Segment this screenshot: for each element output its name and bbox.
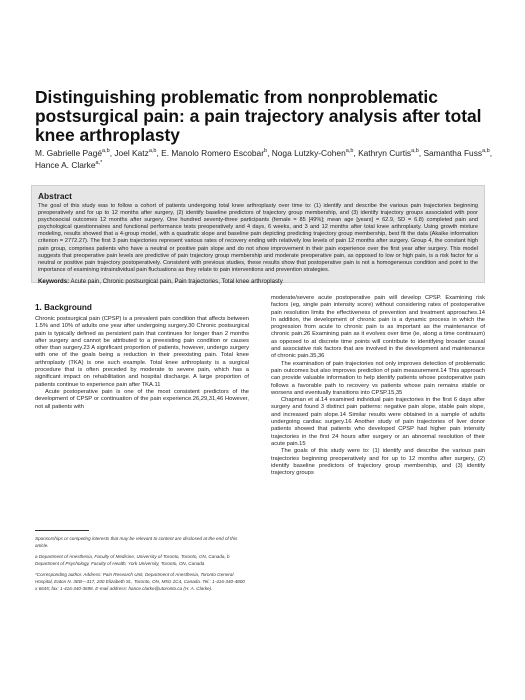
right-column [271,295,485,477]
body-paragraph: moderate/severe acute postoperative pain will develop CPSP. Examining risk factors (eg, single pain intensity score) without considering rates of postoperative pain resolution limits the effectiveness of prevention and treatment approaches.14 In addition, the development of chronic pain is a dynamic process in which the progression from acute to chronic pain is as important as the maintenance of chronic pain.26 Examining pain as it evolves over time (ie, along a time continuum) as opposed to at discrete time points will contribute to identifying broader causal and associative risk factors that are involved in the development and maintenance of chronic pain.35,36 [271,295,485,360]
body-paragraph: Chapman et al.14 examined individual pain trajectories in the first 6 days after surgery and found 3 distinct pain patterns: negative pain slope, stable pain slope, and increased pain slope.14 Similar results were obtained in a sample of adults undergoing cardiac surgery.16 Another study of pain trajectories of liver donor patients showed that patients who developed CPSP had higher pain intensity trajectories in the first 24 hours after surgery or an abnormal resolution of their acute pain.15 [271,397,485,447]
author-name: M. Gabrielle Pagé [35,148,103,158]
author-affiliation-marker: a,b [345,148,354,155]
abstract-box [31,185,485,283]
footnote-corresponding-author: *Corresponding author. Address: Pain Research Unit, Department of Anesthesia, Toronto General Hospital, Eaton N. 3EB—317, 200 Elizabeth St., Toronto, ON, M5G 2C4, Canada. Tel.: 1-416-340-4800 x 6645; fax: 1-416-340-3698. E-mail address: hance.clarke@utoronto.ca (H. A. Clarke). [35,572,245,591]
author-affiliation-marker: a,* [95,160,103,167]
keywords-line [38,277,478,286]
author-name: Samantha Fuss [423,148,483,158]
body-paragraph: The examination of pain trajectories not only improves detection of problematic pain outcomes but also improves prediction of pain measurement.14 This approach can provide valuable information to help identify patients whose postoperative pain follows a favorable path to recovery vs patients whose pain remains stable or worsens and eventually transitions into CPSP.15,35 [271,360,485,396]
author-name: Hance A. Clarke [35,160,96,170]
keywords-label: Keywords: [38,277,70,285]
author-affiliation-marker: a,b [482,148,490,155]
body-paragraph: Acute postoperative pain is one of the most consistent predictors of the development of CPSP or continuation of the pain experience.26,29,31,46 However, not all patients with [35,388,249,410]
author-name: Joel Katz [114,148,149,158]
author-affiliation-marker: b [264,148,268,155]
author-name: Kathryn Curtis [358,148,412,158]
keywords-list: Acute pain, Chronic postsurgical pain, Pain trajectories, Total knee arthroplasty [70,277,283,285]
author-affiliation-marker: a,b [148,148,157,155]
author-name: Noga Lutzky-Cohen [271,148,346,158]
author-affiliation-marker: a,b [411,148,419,155]
abstract-heading: Abstract [38,191,72,201]
section-heading-background: 1. Background [35,303,92,312]
footnotes [35,536,247,597]
author-list: M. Gabrielle Pagé$^{a,b}$, Joel Katz$^{a,b}$, E. Manolo Romero Escobar$^b$, Noga Lutzky-Cohen$^{a,b}$, Kathryn Curtis$^{a,b}$, Samantha Fuss$^{a,b}$, Hance A. Clarke$^{a,*}$ [35,148,493,170]
footnote-divider [35,530,89,531]
abstract-text: The goal of this study was to follow a cohort of patients undergoing total knee arthroplasty over time to: (1) identify and describe the various pain trajectories beginning preoperatively and for up to 12 months after surgery, (2) identify baseline predictors of trajectory group membership, and (3) identify trajectory groups associated with poor psychosocial outcomes 12 months after surgery. One hundred seventy-three participants (female = 85 [49%]; mean age [years] = 62.9, SD = 6.8) completed pain and psychological questionnaires and functional performance tests preoperatively and 4 days, 6 weeks, and 3 and 12 months after total knee arthroplasty. Using growth mixture modeling, results showed that a 4-group model, with a quadratic slope and baseline pain depicting predicting trajectory group membership, best fit the data (Akaike information criterion = 2772.27). The first 3 pain trajectories represent various rates of recovery ending with relatively low levels of pain 12 months after surgery. Group 4, the constant high pain group, comprises patients who have a neutral or positive pain slope and do not show improvement in their pain experience over the first year after surgery. This model suggests that preoperative pain levels are predictive of pain trajectory group membership and moderate preoperative pain, as opposed to low or high pain, is a risk factor for a neutral or positive pain trajectory postoperatively. Consistent with previous studies, these results show that postoperative pain is not a homogeneous condition and point to the importance of examining intraindividual pain fluctuations as they relate to pain interventions and prevention strategies. [38,203,478,273]
author-name: E. Manolo Romero Escobar [161,148,264,158]
author-affiliation-marker: a,b [102,148,110,155]
body-paragraph: Chronic postsurgical pain (CPSP) is a prevalent pain condition that affects between 1.5% and 10% of adults one year after undergoing surgery.30 Chronic postsurgical pain is typically defined as persistent pain that continues for longer than 2 months after surgery and cannot be attributed to a preexisting pain condition or causes other than surgery.23 A significant proportion of patients, however, undergo surgery with one of the goals being a reduction in their preexisting pain. Total knee arthroplasty (TKA) is one such example. Total knee arthroplasty is a surgical procedure that is often preceded by moderate to severe pain, which has a significant impact on rehabilitation and hospital discharge. A large proportion of patients continue to experience pain after TKA.11 [35,316,249,388]
article-title: Distinguishing problematic from nonproblematic postsurgical pain: a pain trajectory analysis after total knee arthroplasty [35,87,482,145]
body-paragraph: The goals of this study were to: (1) identify and describe the various pain trajectories beginning preoperatively and for up to 12 months after surgery, (2) identify baseline predictors of trajectory group membership, and (3) identify trajectory groups [271,448,485,477]
left-column [35,302,249,411]
footnote-affiliations: a Department of Anesthesia, Faculty of Medicine, University of Toronto, Toronto, ON, Canada, b Department of Psychology, Faculty of Health, York University, Toronto, ON, Canada [35,554,230,566]
footnote-disclosure: Sponsorships or competing interests that may be relevant to content are disclosed at the end of this article. [35,536,238,548]
